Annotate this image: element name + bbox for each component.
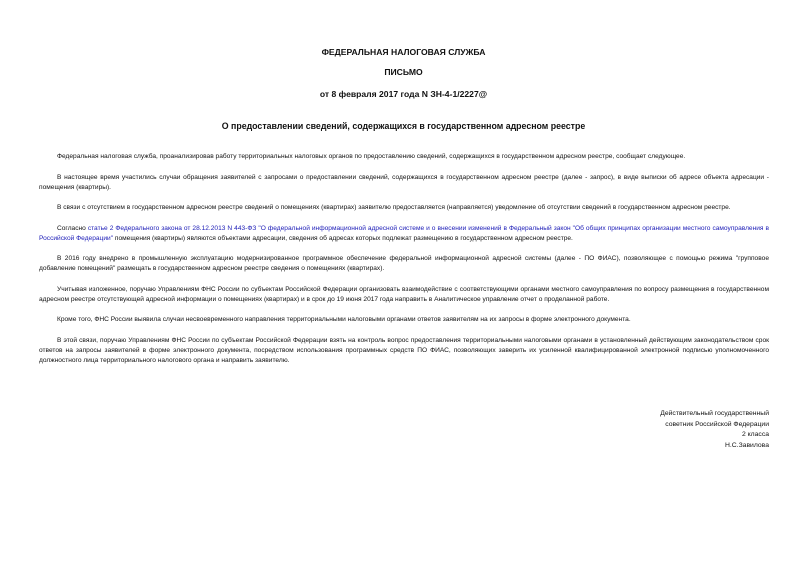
paragraph-4 <box>39 224 769 244</box>
paragraph-4-suffix: помещения (квартиры) являются объектами адресации, сведения об адресах которых подлежат размещению в государственном адресном реестре. <box>113 234 573 242</box>
signature-title-line-1: Действительный государственный <box>660 410 769 417</box>
paragraph-6: Учитывая изложенное, поручаю Управлениям ФНС России по субъектам Российской Федерации организовать взаимодействие с соответствующими органами местного самоуправления по вопросу размещения в государственном адресном реестре отсутствующей адресной информации о помещениях (квартирах) и в срок до 19 июня 2017 года направить в Аналитическое управление отчет о проделанной работе. <box>39 285 769 303</box>
agency-heading: ФЕДЕРАЛЬНАЯ НАЛОГОВАЯ СЛУЖБА <box>321 47 486 57</box>
paragraph-8: В этой связи, поручаю Управлениям ФНС России по субъектам Российской Федерации взять на контроль вопрос предоставления территориальными налоговыми органами в установленный действующим законодательством срок ответов на запросы заявителей в форме электронного документа, посредством использования программных средств ПО ФИАС, позволяющих заверить их усиленной квалифицированной электронной подписью уполномоченного должностного лица территориального налогового органа и направить заявителю. <box>39 336 769 364</box>
federal-law-link[interactable]: статье 2 Федерального закона от 28.12.2013 N 443-ФЗ "О федеральной информационной адресной системе и о внесении изменений в Федеральный закон "Об общих принципах организации местного самоуправления в Российской Федерации" <box>39 224 769 242</box>
document-type-heading: ПИСЬМО <box>384 67 423 77</box>
document-subject: О предоставлении сведений, содержащихся в государственном адресном реестре <box>221 121 586 131</box>
paragraph-5: В 2016 году внедрено в промышленную эксплуатацию модернизированное программное обеспечение федеральной информационной адресной системы (далее - ПО ФИАС), позволяющее с помощью режима "групповое добавление помещений" размещать в государственном адресном реестре сведения о помещениях (квартирах). <box>39 255 769 272</box>
paragraph-7: Кроме того, ФНС России выявила случаи несвоевременного направления территориальными налоговыми органами ответов заявителям на их запросы в форме электронного документа. <box>57 316 631 323</box>
paragraph-3: В связи с отсутствием в государственном адресном реестре сведений о помещениях (квартирах) заявителю предоставляется (направляется) уведомление об отсутствии сведений в государственном адресном реестре. <box>57 204 731 211</box>
signatory-name: Н.С.Завилова <box>724 441 769 449</box>
paragraph-2: В настоящее время участились случаи обращения заявителей с запросами о предоставлении сведений, содержащихся в государственном адресном реестре (далее - запрос), в виде выписки об адресе объекта адресации - помещения (квартиры). <box>39 173 769 191</box>
paragraph-1: Федеральная налоговая служба, проанализировав работу территориальных налоговых органов по предоставлению сведений, содержащихся в государственном адресном реестре, сообщает следующее. <box>57 153 686 160</box>
document-date-number: от 8 февраля 2017 года N ЗН-4-1/2227@ <box>319 89 488 99</box>
signature-block <box>660 409 769 451</box>
paragraph-4-prefix: Согласно <box>57 224 88 232</box>
signature-title-line-2: советник Российской Федерации <box>665 420 769 428</box>
signature-title-line-3: 2 класса <box>741 431 769 439</box>
document-body <box>39 152 769 376</box>
